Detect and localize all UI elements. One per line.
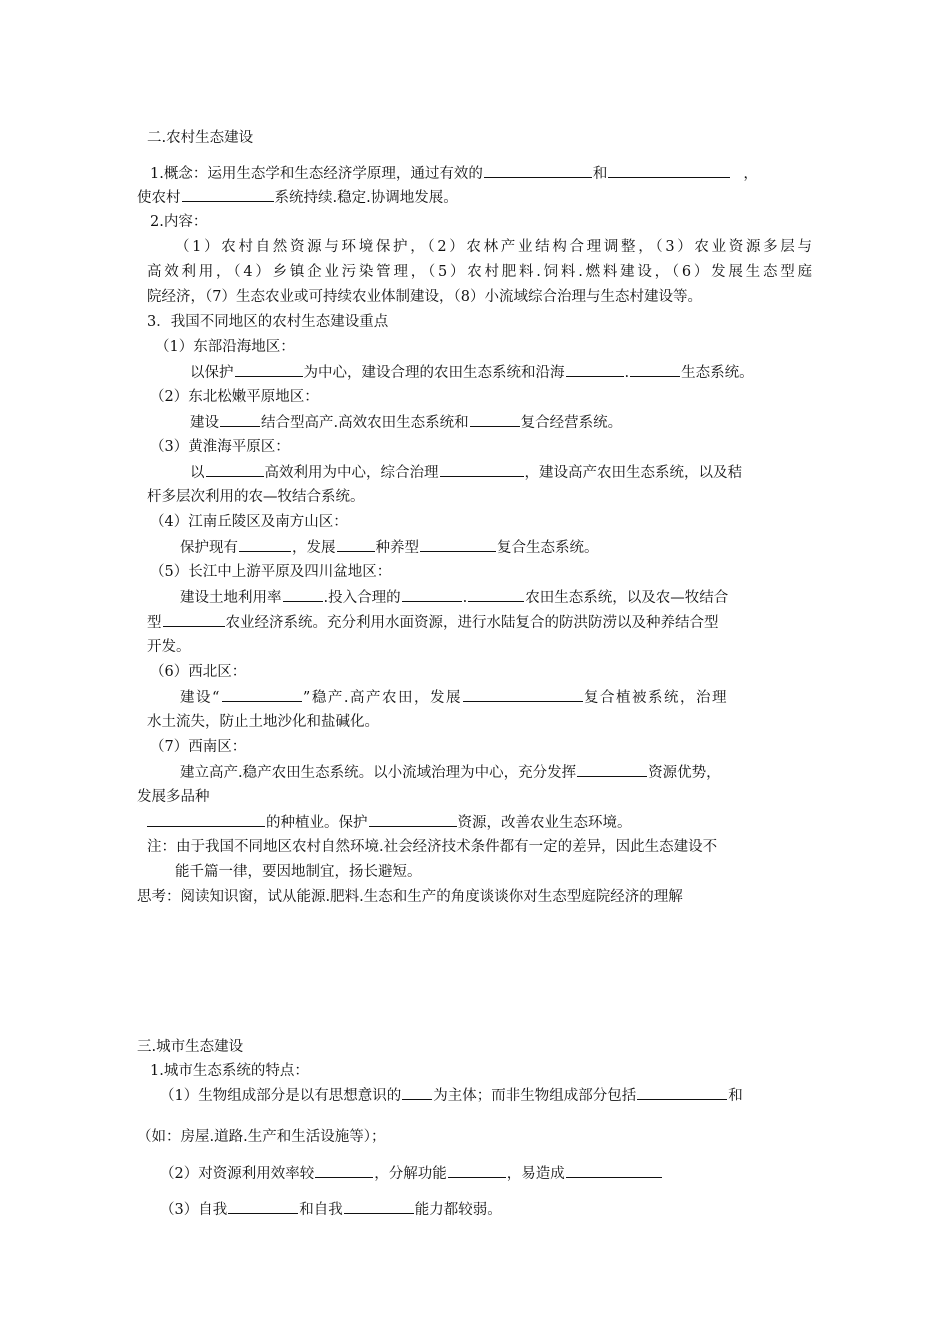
blank[interactable] bbox=[222, 687, 302, 702]
blank[interactable] bbox=[402, 1085, 432, 1100]
feature-1-cont: （如：房屋.道路.生产和生活设施等）； bbox=[137, 1129, 386, 1145]
blank[interactable] bbox=[630, 362, 680, 377]
blank[interactable] bbox=[608, 163, 730, 178]
blank[interactable] bbox=[283, 587, 323, 602]
content-line-2: 高效利用，（4）乡镇企业污染管理，（5）农村肥料.饲料.燃料建设，（6）发展生态型庭 bbox=[147, 264, 812, 280]
blank[interactable] bbox=[182, 187, 274, 202]
blank[interactable] bbox=[470, 412, 520, 427]
regions-label: 3．我国不同地区的农村生态建设重点 bbox=[147, 314, 389, 330]
region-7-line-2: 发展多品种 bbox=[137, 789, 210, 805]
region-6-heading: （6）西北区： bbox=[150, 664, 247, 680]
region-1-heading: （1）东部沿海地区： bbox=[155, 339, 295, 355]
region-5-line-3: 开发。 bbox=[147, 639, 191, 655]
content-line-3: 院经济，（7）生态农业或可持续农业体制建设，（8）小流域综合治理与生态村建设等。 bbox=[147, 289, 702, 305]
blank[interactable] bbox=[484, 163, 592, 178]
concept-line-2: 使农村 系统持续.稳定.协调地发展。 bbox=[137, 187, 458, 208]
blank[interactable] bbox=[235, 362, 303, 377]
blank[interactable] bbox=[163, 612, 225, 627]
region-3-line-1: 以 高效利用为中心，综合治理 ，建设高产农田生态系统，以及秸 bbox=[190, 462, 742, 483]
note-line-1: 注：由于我国不同地区农村自然环境.社会经济技术条件都有一定的差异，因此生态建设不 bbox=[147, 839, 718, 855]
section-title-rural: 二.农村生态建设 bbox=[147, 130, 254, 146]
blank[interactable] bbox=[315, 1163, 373, 1178]
region-2-line: 建设 结合型高产.高效农田生态系统和 复合经营系统。 bbox=[190, 412, 622, 433]
blank[interactable] bbox=[463, 687, 583, 702]
blank[interactable] bbox=[420, 537, 496, 552]
blank[interactable] bbox=[337, 537, 375, 552]
feature-1-line: （1）生物组成部分是以有思想意识的 为主体；而非生物组成部分包括 和 bbox=[160, 1085, 743, 1106]
region-1-line: 以保护 为中心，建设合理的农田生态系统和沿海 . 生态系统。 bbox=[190, 362, 754, 383]
region-7-heading: （7）西南区： bbox=[150, 739, 247, 755]
region-5-line-1: 建设土地利用率 .投入合理的 . 农田生态系统，以及农—牧结合 bbox=[180, 587, 728, 608]
blank[interactable] bbox=[440, 462, 524, 477]
region-5-line-2: 型 农业经济系统。充分利用水面资源，进行水陆复合的防洪防涝以及种养结合型 bbox=[147, 612, 719, 633]
content-line-1: （1）农村自然资源与环境保护，（2）农林产业结构合理调整，（3）农业资源多层与 bbox=[175, 239, 812, 255]
region-7-line-1: 建立高产.稳产农田生态系统。以小流域治理为中心，充分发挥 资源优势， bbox=[180, 762, 721, 783]
region-6-line-1: 建设“ ”稳产.高产农田，发展 复合植被系统，治理 bbox=[180, 687, 728, 708]
blank[interactable] bbox=[402, 587, 462, 602]
region-4-heading: （4）江南丘陵区及南方山区： bbox=[150, 514, 348, 530]
content-label: 2.内容： bbox=[150, 214, 208, 230]
region-3-heading: （3）黄淮海平原区： bbox=[150, 439, 290, 455]
region-2-heading: （2）东北松嫩平原地区： bbox=[150, 389, 319, 405]
blank[interactable] bbox=[468, 587, 524, 602]
note-line-2: 能千篇一律，要因地制宜，扬长避短。 bbox=[175, 864, 422, 880]
blank[interactable] bbox=[220, 412, 260, 427]
region-7-line-3: 的种植业。保护 资源，改善农业生态环境。 bbox=[147, 812, 632, 833]
features-label: 1.城市生态系统的特点： bbox=[150, 1063, 309, 1079]
blank[interactable] bbox=[577, 762, 647, 777]
region-5-heading: （5）长江中上游平原及四川盆地区： bbox=[150, 564, 392, 580]
blank[interactable] bbox=[566, 1163, 662, 1178]
blank[interactable] bbox=[369, 812, 457, 827]
region-4-line: 保护现有 ，发展 种养型 复合生态系统。 bbox=[180, 537, 599, 558]
section-title-urban: 三.城市生态建设 bbox=[137, 1039, 244, 1055]
blank[interactable] bbox=[448, 1163, 506, 1178]
region-6-line-2: 水土流失，防止土地沙化和盐碱化。 bbox=[147, 714, 379, 730]
concept-line-1: 1.概念：运用生态学和生态经济学原理，通过有效的 和 ， bbox=[150, 163, 758, 184]
region-3-line-2: 杆多层次利用的农—牧结合系统。 bbox=[147, 489, 365, 505]
think-prompt: 思考：阅读知识窗，试从能源.肥料.生态和生产的角度谈谈你对生态型庭院经济的理解 bbox=[137, 889, 683, 905]
blank[interactable] bbox=[147, 812, 265, 827]
feature-2-line: （2）对资源利用效率较 ，分解功能 ，易造成 bbox=[160, 1163, 663, 1184]
feature-3-line: （3）自我 和自我 能力都较弱。 bbox=[160, 1199, 502, 1220]
blank[interactable] bbox=[566, 362, 624, 377]
blank[interactable] bbox=[228, 1199, 298, 1214]
blank[interactable] bbox=[344, 1199, 414, 1214]
blank[interactable] bbox=[206, 462, 264, 477]
blank[interactable] bbox=[239, 537, 291, 552]
blank[interactable] bbox=[637, 1085, 727, 1100]
